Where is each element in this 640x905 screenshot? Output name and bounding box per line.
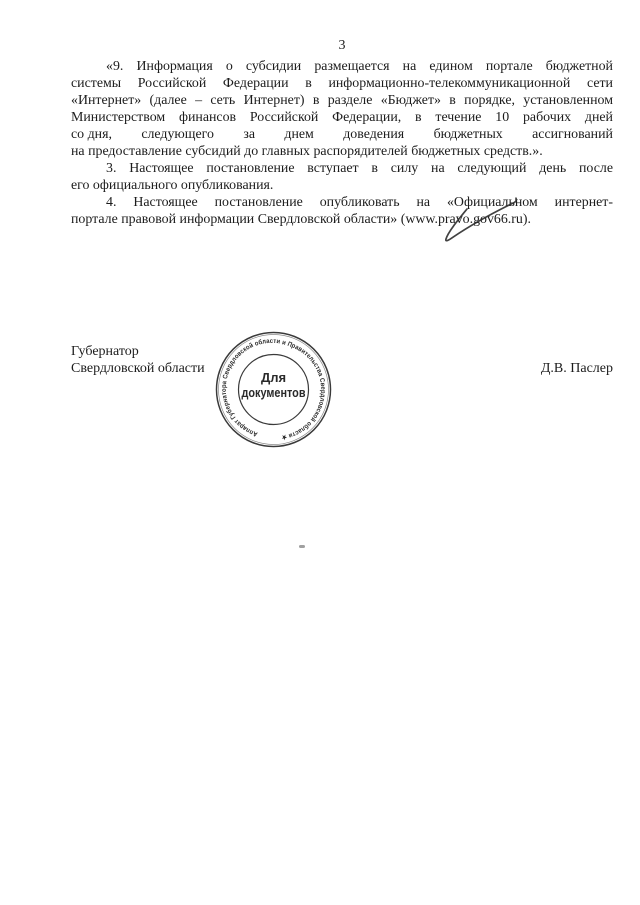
signatory-name: Д.В. Паслер [540, 361, 613, 376]
governor-title-line2: Свердловской области [71, 361, 205, 376]
p3-line-1: 3. Настоящее постановление вступает в силу на следующий день после [106, 161, 613, 176]
signature-block [71, 343, 613, 377]
p9-line-5-word: следующего [141, 127, 214, 142]
body-text [71, 58, 613, 228]
p9-line-1: «9. Информация о субсидии размещается на едином портале бюджетной [106, 59, 613, 74]
p3-line-2: его официального опубликования. [71, 178, 274, 193]
p9-line-5 [71, 126, 613, 143]
p9-line-5-word: днем [284, 127, 314, 142]
p4-line-1: 4. Настоящее постановление опубликовать на «Официальном интернет- [106, 195, 613, 210]
p9-line-5-word: доведения [343, 127, 405, 142]
page-number: 3 [338, 38, 346, 53]
p9-line-5-word: со дня, [71, 127, 112, 142]
pen-mark [434, 192, 526, 248]
stamp-center-text-line2: документов [241, 385, 306, 400]
p9-line-5-word: бюджетных [433, 127, 503, 142]
scan-artifact-speck [299, 545, 305, 548]
p9-line-5-word: ассигнований [532, 127, 613, 142]
p9-line-4: Министерством финансов Российской Федерации, в течение 10 рабочих дней [71, 110, 613, 125]
stamp-center-text-line1: Для [260, 370, 287, 385]
p4-line-2: портале правовой информации Свердловской области» (www.pravo.gov66.ru). [71, 212, 531, 227]
official-stamp [214, 330, 333, 449]
governor-title-line1: Губернатор [71, 344, 139, 359]
stamp-ring-text: Аппарат Губернатора Свердловской области и Правительства Свердловской области ★ [220, 337, 327, 441]
p9-line-5-word: за [243, 127, 255, 142]
governor-title [71, 343, 205, 377]
p9-line-2: системы Российской Федерации в информационно-телекоммуникационной сети [71, 76, 613, 91]
p9-line-3: «Интернет» (далее – сеть Интернет) в разделе «Бюджет» в порядке, установленном [71, 93, 613, 108]
p9-line-6: на предоставление субсидий до главных распорядителей бюджетных средств.». [71, 144, 543, 159]
pen-stroke [446, 198, 516, 241]
